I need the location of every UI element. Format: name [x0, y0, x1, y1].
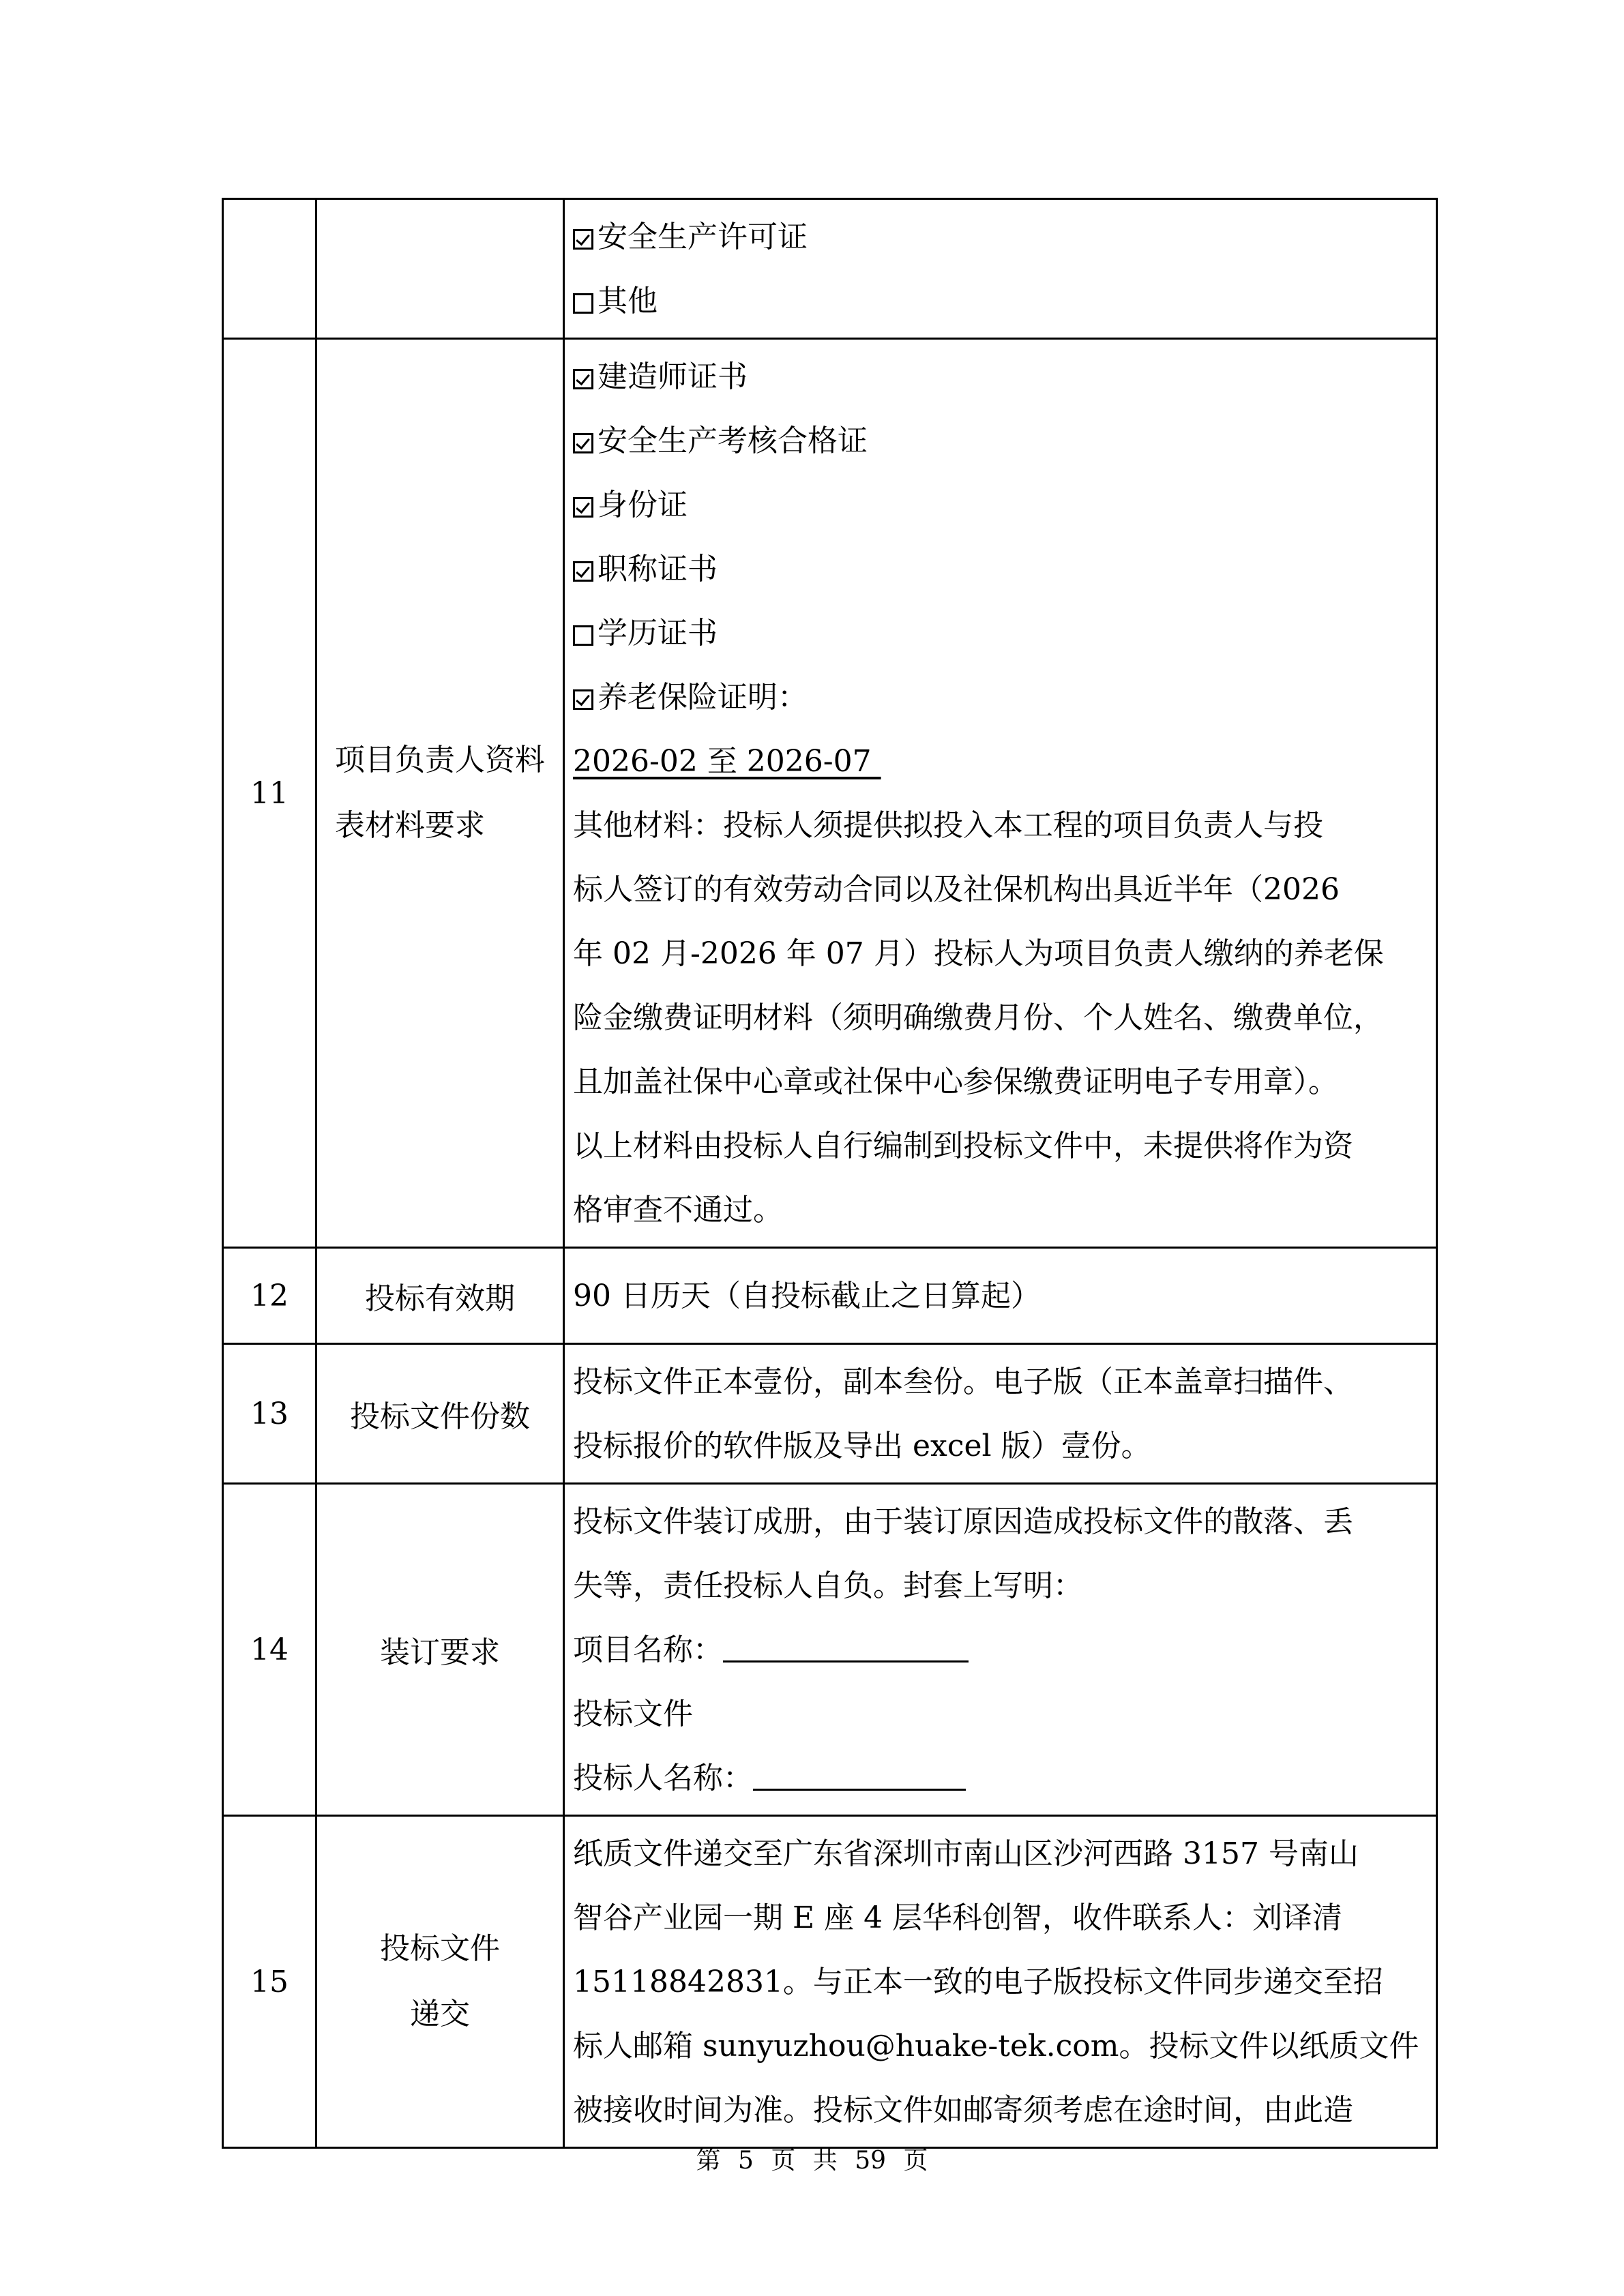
content-cell: [564, 1248, 1437, 1344]
option-label: 职称证书: [597, 552, 718, 586]
content-line: 投标文件装订成册，由于装订原因造成投标文件的散落、丢: [573, 1504, 1353, 1539]
checkbox-option: [573, 345, 1429, 409]
paragraph-line: 且加盖社保中心章或社保中心参保缴费证明电子专用章）。: [573, 1064, 1338, 1099]
checkbox-option: [573, 666, 1429, 730]
content-line: 15118842831。与正本一致的电子版投标文件同步递交至招: [573, 1965, 1383, 1999]
project-name-line: [573, 1618, 1429, 1682]
item-cell: [316, 1816, 564, 2148]
checkbox-checked-icon: [573, 369, 593, 389]
table-row-15: [223, 1816, 1437, 2148]
item-cell: 投标有效期: [316, 1248, 564, 1344]
checkbox-option: [573, 473, 1429, 537]
insurance-period: [573, 730, 1429, 794]
content-line: 失等，责任投标人自负。封套上写明：: [573, 1568, 1083, 1603]
content-line: 纸质文件递交至广东省深圳市南山区沙河西路 3157 号南山: [573, 1836, 1359, 1871]
checkbox-option: [573, 205, 1429, 269]
content-cell: [564, 199, 1437, 339]
paragraph-line: 年 02 月-2026 年 07 月）投标人为项目负责人缴纳的养老保: [573, 936, 1384, 971]
content-cell: [564, 1344, 1437, 1484]
row-number-cell: [223, 199, 316, 339]
row-number-cell: 14: [223, 1484, 316, 1816]
content-line: 被接收时间为准。投标文件如邮寄须考虑在途时间，由此造: [573, 2093, 1353, 2128]
checkbox-checked-icon: [573, 561, 593, 582]
bidder-name-blank: [753, 1750, 966, 1791]
checkbox-checked-icon: [573, 433, 593, 453]
item-label-line: 表材料要求: [335, 808, 485, 843]
table-row-12: [223, 1248, 1437, 1344]
item-cell: 装订要求: [316, 1484, 564, 1816]
checkbox-option: [573, 537, 1429, 601]
checkbox-checked-icon: [573, 229, 593, 250]
paragraph-line: 格审查不通过。: [573, 1193, 783, 1227]
bid-requirements-table: [222, 198, 1438, 2149]
row-number-cell: 15: [223, 1816, 316, 2148]
table-row-14: [223, 1484, 1437, 1816]
option-label: 学历证书: [597, 616, 718, 651]
bidder-name-label: 投标人名称：: [573, 1761, 753, 1795]
content-line: 投标报价的软件版及导出 excel 版）壹份。: [573, 1429, 1151, 1463]
insurance-period-text: 2026-02 至 2026-07: [573, 744, 881, 779]
project-name-label: 项目名称：: [573, 1632, 723, 1667]
checkbox-option: [573, 269, 1429, 333]
option-label: 其他: [597, 284, 658, 318]
row-number-cell: 11: [223, 339, 316, 1248]
bidder-name-line: [573, 1746, 1429, 1810]
option-label: 安全生产许可证: [597, 220, 808, 254]
checkbox-option: [573, 409, 1429, 473]
content-line: 投标文件正本壹份，副本叁份。电子版（正本盖章扫描件、: [573, 1365, 1353, 1399]
item-label-line: 递交: [410, 1997, 470, 2031]
paragraph-line: 险金缴费证明材料（须明确缴费月份、个人姓名、缴费单位，: [573, 1000, 1383, 1035]
checkbox-unchecked-icon: [573, 293, 593, 314]
content-cell: [564, 1484, 1437, 1816]
content-line: 90 日历天（自投标截止之日算起）: [573, 1279, 1041, 1313]
row-number-cell: 13: [223, 1344, 316, 1484]
item-cell: [316, 199, 564, 339]
content-line: 标人邮箱 sunyuzhou@huake-tek.com。投标文件以纸质文件: [573, 2029, 1419, 2063]
page-footer: 第 5 页 共 59 页: [696, 2147, 928, 2175]
table-row-13: [223, 1344, 1437, 1484]
option-label: 身份证: [597, 488, 688, 522]
table-row-11: [223, 339, 1437, 1248]
item-label-line: 项目负责人资料: [335, 743, 545, 777]
option-label: 建造师证书: [597, 359, 748, 394]
checkbox-unchecked-icon: [573, 625, 593, 646]
project-name-blank: [723, 1622, 969, 1663]
checkbox-option: [573, 601, 1429, 666]
table-row-10-continuation: [223, 199, 1437, 339]
item-cell: 投标文件份数: [316, 1344, 564, 1484]
paragraph-line: 标人签订的有效劳动合同以及社保机构出具近半年（2026: [573, 872, 1340, 907]
doc-label-line: 投标文件: [573, 1697, 693, 1731]
row-number-cell: 12: [223, 1248, 316, 1344]
content-cell: [564, 1816, 1437, 2148]
paragraph-line: 以上材料由投标人自行编制到投标文件中，未提供将作为资: [573, 1129, 1353, 1163]
content-line: 智谷产业园一期 E 座 4 层华科创智，收件联系人：刘译清: [573, 1900, 1343, 1935]
item-cell: [316, 339, 564, 1248]
content-cell: [564, 339, 1437, 1248]
paragraph-line: 其他材料：投标人须提供拟投入本工程的项目负责人与投: [573, 808, 1323, 843]
option-label: 养老保险证明：: [597, 680, 808, 715]
checkbox-checked-icon: [573, 689, 593, 710]
item-label-line: 投标文件: [380, 1931, 500, 1966]
option-label: 安全生产考核合格证: [597, 423, 868, 458]
checkbox-checked-icon: [573, 497, 593, 518]
